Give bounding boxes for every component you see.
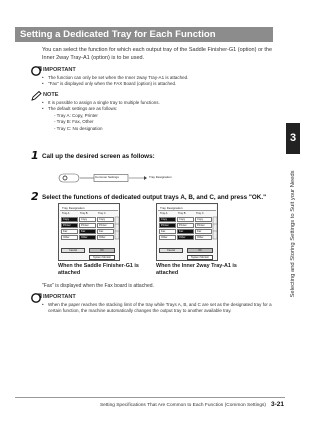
chapter-side-title-text: Selecting and Storing Settings to Suit your Needs [290,170,296,298]
footer-text: Setting Specifications That Are Common to Each Function (Common Settings) [99,403,266,408]
important-icon [31,66,42,76]
panel-header: Tray Designation [60,205,118,211]
tray-c-copy[interactable]: Copy [97,217,114,222]
step-2-text: Select the functions of dedicated output trays A, B, and C, and press "OK." [42,194,267,201]
chapter-side-title [286,159,300,309]
tray-a-fax[interactable]: Fax [61,229,78,234]
important-label-1: IMPORTANT [43,67,76,73]
tray-b-printer[interactable]: Printer [177,223,194,228]
ok-button[interactable]: OK [89,248,115,253]
common-settings-button[interactable]: Common Settings [95,175,119,179]
tray-b-copy[interactable]: Copy [177,217,194,222]
tray-c-fax[interactable]: Fax [195,229,212,234]
note-defaults [44,113,275,132]
tray-a-copy[interactable]: Copy [61,217,78,222]
note-label: NOTE [43,92,59,98]
intro-paragraph: You can select the function for which each output tray of the Saddle Finisher-G1 (option) or the Inner 2way Tray-A1 (option) is to be used. [42,47,273,61]
navigation-flow [58,172,208,184]
fax-board-note: "Fax" is displayed when the Fax board is attached. [42,283,154,289]
important-item: • When the paper reaches the stacking limit of the tray while Trays A, B, and C are set as the designated tray for a certain function, the machine automatically changes the output tray to another available tray. [42,302,273,315]
important-label-2: IMPORTANT [43,294,76,300]
default-tray-a: - Tray A: Copy, Printer [54,112,98,118]
important-list-2 [42,302,273,315]
tray-a-printer[interactable]: Printer [159,223,176,228]
important-list-1 [42,75,273,88]
done-button[interactable]: System Monitor [89,255,115,260]
footer [100,401,284,408]
tray-b-other[interactable]: Other [177,235,194,240]
panel-header: Tray Designation [158,205,216,211]
cancel-button[interactable]: Cancel [159,248,183,253]
tray-b-fax[interactable]: Fax [79,229,96,234]
cancel-button[interactable]: Cancel [61,248,85,253]
done-button[interactable]: System Monitor [187,255,213,260]
inner-2way-tray-panel [156,203,218,261]
note-list [42,100,273,113]
tray-b-printer[interactable]: Printer [79,223,96,228]
note-item: • The default settings are as follows: [42,106,273,112]
important-icon [31,293,42,303]
step-1-text: Call up the desired screen as follows: [42,153,155,160]
tray-a-fax[interactable]: Fax [159,229,176,234]
saddle-finisher-panel [58,203,120,261]
tray-c-printer[interactable]: Printer [97,223,114,228]
pencil-note-icon [31,91,42,101]
important-item: • "Fax" is displayed only when the FAX Board (option) is attached. [42,81,273,87]
default-tray-c: - Tray C: No designation [54,125,103,131]
tray-c-printer[interactable]: Printer [195,223,212,228]
caption-saddle-finisher: When the Saddle Finisher-G1 is attached [58,263,139,276]
tray-c-copy[interactable]: Copy [195,217,212,222]
tray-b-heading: Tray B [178,212,186,215]
tray-b-other[interactable]: Other [79,235,96,240]
chapter-tab: 3 [286,123,300,154]
finisher-illustration [114,216,120,240]
tray-c-heading: Tray C [196,212,204,215]
page-title: Setting a Dedicated Tray for Each Function [15,27,273,42]
note-item: • It is possible to assign a single tray to multiple functions. [42,100,273,106]
tray-c-other[interactable]: Other [195,235,212,240]
step-1-number: 1 [31,149,39,162]
tray-a-printer[interactable]: Printer [61,223,78,228]
tray-a-heading: Tray A [62,212,70,215]
tray-c-heading: Tray C [98,212,106,215]
tray-b-copy[interactable]: Copy [79,217,96,222]
page-number: 3-21 [270,401,284,408]
tray-c-fax[interactable]: Fax [97,229,114,234]
important-item: • The function can only be set when the Inner 2way Tray-A1 is attached. [42,75,273,81]
tray-a-other[interactable]: Other [61,235,78,240]
tray-a-heading: Tray A [160,212,168,215]
caption-inner-2way-tray: When the Inner 2way Tray-A1 is attached [156,263,237,276]
footer-divider [15,397,285,398]
ok-button[interactable]: OK [187,248,213,253]
step-2-number: 2 [31,190,39,203]
tray-c-other[interactable]: Other [97,235,114,240]
tray-designation-button[interactable]: Tray Designation [149,175,172,179]
tray-a-other[interactable]: Other [159,235,176,240]
tray-a-copy[interactable]: Copy [159,217,176,222]
tray-b-fax[interactable]: Fax [177,229,194,234]
default-tray-b: - Tray B: Fax, Other [54,119,94,125]
tray-b-heading: Tray B [80,212,88,215]
inner-tray-illustration [212,216,218,240]
